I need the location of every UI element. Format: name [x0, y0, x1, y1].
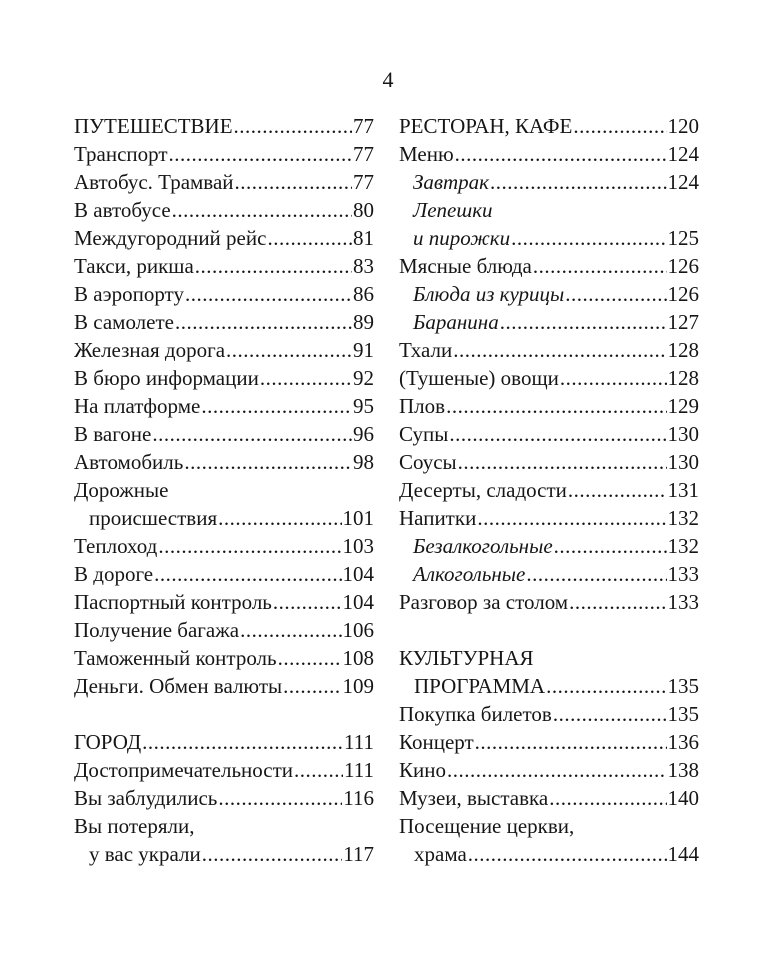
dot-leader [169, 140, 352, 168]
toc-label: Вы потеряли, [74, 814, 195, 838]
toc-label: В автобусе [74, 198, 171, 222]
toc-label: Десерты, сладости [399, 478, 567, 502]
toc-page: 133 [667, 590, 699, 614]
dot-leader [294, 756, 343, 784]
toc-page: 132 [667, 534, 699, 558]
toc-label: Музеи, выставка [399, 786, 549, 810]
page-number: 4 [382, 67, 394, 92]
toc-label: Алкогольные [413, 562, 526, 586]
toc-entry [74, 672, 374, 700]
toc-right-column [399, 112, 699, 868]
toc-page: 104 [342, 590, 374, 614]
toc-entry [399, 448, 699, 476]
dot-leader [446, 392, 666, 420]
toc-label: Лепешки [413, 198, 493, 222]
toc-page: 126 [667, 282, 699, 306]
toc-entry-line1 [74, 476, 374, 504]
dot-leader [278, 644, 342, 672]
toc-entry [74, 588, 374, 616]
toc-label: Достопримечательности [74, 758, 294, 782]
toc-label: Безалкогольные [413, 534, 553, 558]
dot-leader [201, 392, 352, 420]
toc-section-heading [74, 112, 374, 140]
toc-label: Тхали [399, 338, 453, 362]
toc-entry [74, 784, 374, 812]
toc-page: 124 [667, 170, 699, 194]
toc-entry [74, 224, 374, 252]
toc-page: 117 [343, 842, 374, 866]
dot-leader [560, 364, 667, 392]
toc-label: Баранина [413, 310, 499, 334]
toc-entry [399, 784, 699, 812]
toc-page: 129 [667, 394, 699, 418]
dot-leader [553, 700, 667, 728]
toc-subentry [399, 532, 699, 560]
toc-label: В вагоне [74, 422, 152, 446]
toc-page: 77 [353, 170, 374, 194]
toc-entry [74, 252, 374, 280]
dot-leader [453, 336, 666, 364]
dot-leader [546, 672, 666, 700]
dot-leader [218, 784, 342, 812]
toc-page: 128 [667, 366, 699, 390]
dot-leader [235, 168, 353, 196]
dot-leader [554, 532, 667, 560]
toc-page: 126 [667, 254, 699, 278]
toc-entry [399, 476, 699, 504]
dot-leader [500, 308, 667, 336]
toc-page: 109 [342, 674, 374, 698]
toc-entry [74, 644, 374, 672]
toc-label: храма [414, 842, 467, 866]
toc-entry-line2 [74, 840, 374, 868]
toc-page: 131 [667, 478, 699, 502]
toc-page: 89 [353, 310, 374, 334]
dot-leader [226, 336, 352, 364]
dot-leader [569, 588, 666, 616]
toc-entry [74, 560, 374, 588]
toc-page: 81 [353, 226, 374, 250]
toc-label: Меню [399, 142, 454, 166]
section-gap [399, 616, 699, 644]
toc-section-heading [74, 728, 374, 756]
toc-page: 95 [353, 394, 374, 418]
toc-label: Мясные блюда [399, 254, 532, 278]
dot-leader [172, 196, 352, 224]
toc-page: 132 [667, 506, 699, 530]
toc-entry [399, 756, 699, 784]
toc-section-heading-line1 [399, 644, 699, 672]
toc-entry [399, 392, 699, 420]
toc-entry [399, 140, 699, 168]
toc-label: На платформе [74, 394, 201, 418]
toc-label: Автомобиль [74, 450, 184, 474]
dot-leader [549, 784, 666, 812]
dot-leader [260, 364, 352, 392]
toc-page: 133 [667, 562, 699, 586]
toc-entry [399, 336, 699, 364]
toc-entry [74, 280, 374, 308]
toc-subentry [399, 168, 699, 196]
dot-leader [240, 616, 341, 644]
dot-leader [449, 420, 666, 448]
toc-page: 92 [353, 366, 374, 390]
toc-label: Железная дорога [74, 338, 226, 362]
toc-page: 140 [667, 786, 699, 810]
toc-page: 101 [342, 506, 374, 530]
toc-entry [399, 700, 699, 728]
toc-entry [74, 448, 374, 476]
toc-entry [399, 504, 699, 532]
toc-entry [74, 420, 374, 448]
toc-label: Такси, рикша [74, 254, 194, 278]
toc-label: Транспорт [74, 142, 168, 166]
toc-label: Получение багажа [74, 618, 240, 642]
toc-page: 91 [353, 338, 374, 362]
toc-subentry [399, 280, 699, 308]
toc-page: 106 [342, 618, 374, 642]
toc-page: 83 [353, 254, 374, 278]
toc-label: Концерт [399, 730, 474, 754]
dot-leader [573, 112, 666, 140]
toc-page: 127 [667, 310, 699, 334]
dot-leader [185, 280, 352, 308]
toc-subentry-line1 [399, 196, 699, 224]
toc-page: 125 [667, 226, 699, 250]
toc-section-heading-line2 [399, 672, 699, 700]
dot-leader [455, 140, 667, 168]
toc-label: и пирожки [413, 226, 511, 250]
toc-label: Разговор за столом [399, 590, 569, 614]
toc-entry [399, 252, 699, 280]
dot-leader [533, 252, 667, 280]
toc-label: Соусы [399, 450, 457, 474]
toc-page: 96 [353, 422, 374, 446]
toc-page: 138 [667, 758, 699, 782]
toc-label: КУЛЬТУРНАЯ [399, 646, 534, 670]
dot-leader [283, 672, 341, 700]
toc-label: Автобус. Трамвай [74, 170, 234, 194]
dot-leader [154, 560, 341, 588]
toc-page: 116 [343, 786, 374, 810]
section-gap [74, 700, 374, 728]
toc-entry [74, 336, 374, 364]
toc-subentry [399, 308, 699, 336]
toc-page: 98 [353, 450, 374, 474]
dot-leader [526, 560, 666, 588]
toc-label: Паспортный контроль [74, 590, 272, 614]
toc-label: Деньги. Обмен валюты [74, 674, 283, 698]
dot-leader [511, 224, 666, 252]
toc-entry [399, 364, 699, 392]
toc-entry-line2 [399, 840, 699, 868]
toc-label: В самолете [74, 310, 174, 334]
dot-leader [267, 224, 352, 252]
toc-label: Междугородний рейс [74, 226, 267, 250]
dot-leader [565, 280, 666, 308]
toc-page: 135 [667, 702, 699, 726]
toc-label: В дороге [74, 562, 154, 586]
dot-leader [218, 504, 341, 532]
toc-entry [74, 392, 374, 420]
toc-entry [399, 728, 699, 756]
toc-entry [74, 532, 374, 560]
toc-section-heading [399, 112, 699, 140]
toc-label: ПУТЕШЕСТВИЕ [74, 114, 233, 138]
toc-page: 77 [353, 114, 374, 138]
toc-entry [74, 616, 374, 644]
toc-page: 86 [353, 282, 374, 306]
dot-leader [468, 840, 667, 868]
toc-entry [74, 308, 374, 336]
toc-label: РЕСТОРАН, КАФЕ [399, 114, 573, 138]
toc-label: у вас украли [89, 842, 201, 866]
toc-label: (Тушеные) овощи [399, 366, 559, 390]
dot-leader [234, 112, 352, 140]
dot-leader [152, 420, 352, 448]
toc-label: Вы заблудились [74, 786, 218, 810]
toc-label: Супы [399, 422, 449, 446]
toc-entry [74, 196, 374, 224]
toc-entry [399, 420, 699, 448]
toc-label: В бюро информации [74, 366, 259, 390]
toc-page: 103 [342, 534, 374, 558]
toc-label: ПРОГРАММА [414, 674, 546, 698]
toc-page: 124 [667, 142, 699, 166]
toc-label: Таможенный контроль [74, 646, 277, 670]
dot-leader [273, 588, 342, 616]
toc-subentry [399, 560, 699, 588]
toc-subentry-line2 [399, 224, 699, 252]
toc-page: 77 [353, 142, 374, 166]
toc-label: Дорожные [74, 478, 169, 502]
toc-label: Кино [399, 758, 446, 782]
toc-label: В аэропорту [74, 282, 184, 306]
toc-entry-line2 [74, 504, 374, 532]
dot-leader [475, 728, 667, 756]
dot-leader [477, 504, 666, 532]
toc-page: 128 [667, 338, 699, 362]
dot-leader [195, 252, 352, 280]
toc-entry [74, 140, 374, 168]
toc-label: Теплоход [74, 534, 158, 558]
toc-page: 130 [667, 450, 699, 474]
toc-page: 111 [344, 758, 374, 782]
dot-leader [175, 308, 352, 336]
toc-entry [74, 168, 374, 196]
dot-leader [458, 448, 667, 476]
toc-label: Посещение церкви, [399, 814, 575, 838]
toc-label: Плов [399, 394, 446, 418]
toc-entry [74, 364, 374, 392]
toc-page: 135 [667, 674, 699, 698]
toc-label: Блюда из курицы [413, 282, 565, 306]
toc-label: происшествия [89, 506, 218, 530]
toc-page: 120 [667, 114, 699, 138]
toc-page: 144 [667, 842, 699, 866]
dot-leader [447, 756, 667, 784]
toc-page: 104 [342, 562, 374, 586]
toc-entry [74, 756, 374, 784]
toc-label: ГОРОД [74, 730, 142, 754]
dot-leader [202, 840, 343, 868]
toc-page: 136 [667, 730, 699, 754]
dot-leader [158, 532, 341, 560]
toc-page: 80 [353, 198, 374, 222]
toc-entry-line1 [74, 812, 374, 840]
toc-page: 130 [667, 422, 699, 446]
toc-page: 111 [344, 730, 374, 754]
dot-leader [142, 728, 343, 756]
toc-label: Покупка билетов [399, 702, 552, 726]
toc-page: 108 [342, 646, 374, 670]
toc-entry-line1 [399, 812, 699, 840]
toc-label: Напитки [399, 506, 477, 530]
toc-entry [399, 588, 699, 616]
dot-leader [490, 168, 666, 196]
toc-label: Завтрак [413, 170, 490, 194]
toc-left-column [74, 112, 374, 868]
dot-leader [184, 448, 352, 476]
dot-leader [568, 476, 667, 504]
